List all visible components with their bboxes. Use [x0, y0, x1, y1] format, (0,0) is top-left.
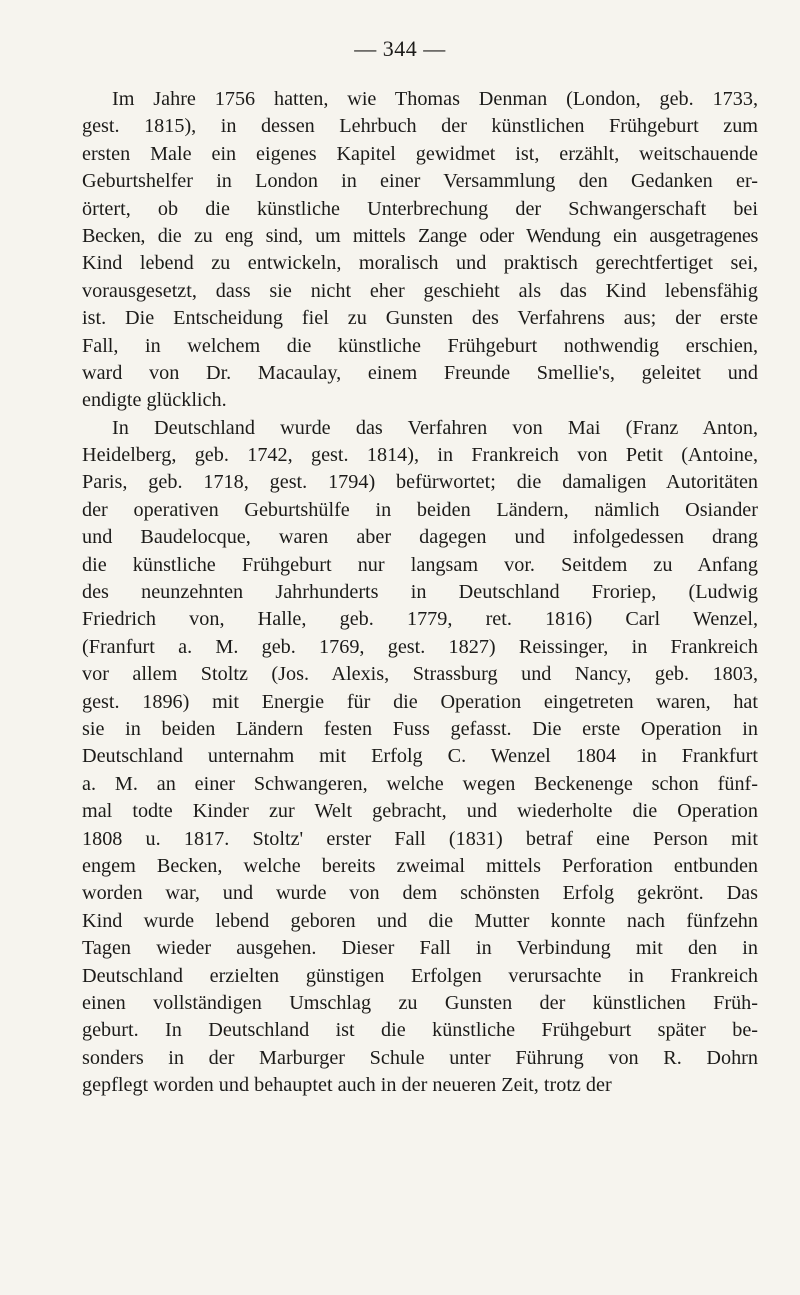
text-line: sonders in der Marburger Schule unter Führung von R. Dohrn: [82, 1046, 758, 1069]
text-line: (Franfurt a. M. geb. 1769, gest. 1827) Reissinger, in Frankreich: [82, 635, 758, 658]
text-line: Paris, geb. 1718, gest. 1794) befürwortet; die damaligen Autoritäten: [82, 471, 758, 494]
text-line: Tagen wieder ausgehen. Dieser Fall in Verbindung mit den in: [82, 937, 758, 960]
text-line: Kind lebend zu entwickeln, moralisch und praktisch gerechtfertiget sei,: [82, 252, 758, 275]
text-line: mal todte Kinder zur Welt gebracht, und wiederholte die Operation: [82, 800, 758, 823]
text-line: engem Becken, welche bereits zweimal mittels Perforation entbunden: [82, 854, 758, 877]
text-line: ist. Die Entscheidung fiel zu Gunsten des Verfahrens aus; der erste: [82, 307, 758, 330]
text-line: In Deutschland wurde das Verfahren von Mai (Franz Anton,: [112, 416, 758, 439]
text-line: Im Jahre 1756 hatten, wie Thomas Denman (London, geb. 1733,: [112, 88, 758, 110]
text-line: Friedrich von, Halle, geb. 1779, ret. 1816) Carl Wenzel,: [82, 608, 758, 631]
text-line: gepflegt worden und behauptet auch in der neueren Zeit, trotz der: [82, 1074, 612, 1097]
text-line: endigte glücklich.: [82, 389, 227, 412]
text-line: und Baudelocque, waren aber dagegen und infolgedessen drang: [82, 526, 758, 549]
text-line: Becken, die zu eng sind, um mittels Zange oder Wendung ein ausgetragenes: [82, 224, 758, 247]
text-line: Deutschland erzielten günstigen Erfolgen verursachte in Frankreich: [82, 964, 758, 987]
text-line: vor allem Stoltz (Jos. Alexis, Strassburg und Nancy, geb. 1803,: [82, 663, 758, 686]
text-line: ward von Dr. Macaulay, einem Freunde Smellie's, geleitet und: [82, 361, 758, 384]
text-line: Kind wurde lebend geboren und die Mutter konnte nach fünfzehn: [82, 909, 758, 932]
text-line: 1808 u. 1817. Stoltz' erster Fall (1831) betraf eine Person mit: [82, 827, 758, 850]
text-line: gest. 1815), in dessen Lehrbuch der künstlichen Frühgeburt zum: [82, 115, 758, 138]
text-line: vorausgesetzt, dass sie nicht eher geschieht als das Kind lebensfähig: [82, 279, 758, 302]
text-line: a. M. an einer Schwangeren, welche wegen Beckenenge schon fünf-: [82, 772, 758, 795]
text-line: worden war, und wurde von dem schönsten Erfolg gekrönt. Das: [82, 882, 758, 905]
text-line: Heidelberg, geb. 1742, gest. 1814), in Frankreich von Petit (Antoine,: [82, 444, 758, 467]
text-line: gest. 1896) mit Energie für die Operation eingetreten waren, hat: [82, 690, 758, 713]
text-line: Fall, in welchem die künstliche Frühgeburt nothwendig erschien,: [82, 334, 758, 357]
page-number: — 344 —: [354, 36, 446, 61]
text-line: ersten Male ein eigenes Kapitel gewidmet ist, erzählt, weitschauende: [82, 142, 758, 165]
text-line: des neunzehnten Jahrhunderts in Deutschland Froriep, (Ludwig: [82, 581, 758, 604]
text-line: die künstliche Frühgeburt nur langsam vor. Seitdem zu Anfang: [82, 553, 758, 576]
text-line: einen vollständigen Umschlag zu Gunsten der künstlichen Früh-: [82, 991, 758, 1014]
text-line: sie in beiden Ländern festen Fuss gefasst. Die erste Operation in: [82, 717, 758, 740]
text-line: der operativen Geburtshülfe in beiden Ländern, nämlich Osiander: [82, 498, 758, 521]
body-text: [82, 86, 758, 1099]
text-line: Geburtshelfer in London in einer Versammlung den Gedanken er-: [82, 170, 758, 193]
text-line: Deutschland unternahm mit Erfolg C. Wenzel 1804 in Frankfurt: [82, 745, 758, 768]
text-line: geburt. In Deutschland ist die künstliche Frühgeburt später be-: [82, 1019, 758, 1042]
text-line: örtert, ob die künstliche Unterbrechung der Schwangerschaft bei: [82, 197, 758, 220]
